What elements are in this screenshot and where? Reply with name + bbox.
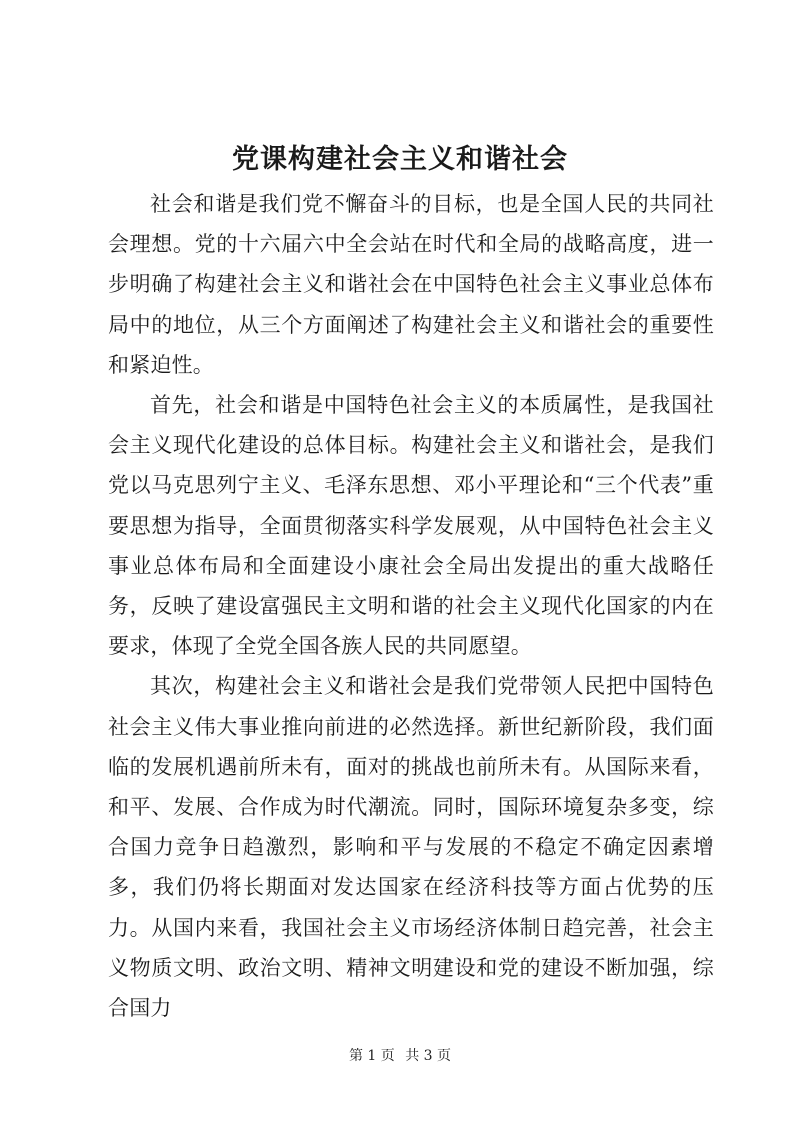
paragraph-3: 其次，构建社会主义和谐社会是我们党带领人民把中国特色社会主义伟大事业推向前进的必然选择。新世纪新阶段，我们面临的发展机遇前所未有，面对的挑战也前所未有。从国际来看，和平、发展、合作成为时代潮流。同时，国际环境复杂多变，综合国力竞争日趋激烈，影响和平与发展的不稳定不确定因素增多，我们仍将长期面对发达国家在经济科技等方面占优势的压力。从国内来看，我国社会主义市场经济体制日趋完善，社会主义物质文明、政治文明、精神文明建设和党的建设不断加强，综合国力 <box>108 674 714 1021</box>
page-footer <box>0 1046 800 1066</box>
paragraph-2: 首先，社会和谐是中国特色社会主义的本质属性，是我国社会主义现代化建设的总体目标。构建社会主义和谐社会，是我们党以马克思列宁主义、毛泽东思想、邓小平理论和“三个代表”重要思想为指导，全面贯彻落实科学发展观，从中国特色社会主义事业总体布局和全面建设小康社会全局出发提出的重大战略任务，反映了建设富强民主文明和谐的社会主义现代化国家的内在要求，体现了全党全国各族人民的共同愿望。 <box>108 393 714 659</box>
document-body <box>108 184 714 1028</box>
paragraph-1: 社会和谐是我们党不懈奋斗的目标，也是全国人民的共同社会理想。党的十六届六中全会站在时代和全局的战略高度，进一步明确了构建社会主义和谐社会在中国特色社会主义事业总体布局中的地位，从三个方面阐述了构建社会主义和谐社会的重要性和紧迫性。 <box>108 192 714 377</box>
document-title: 党课构建社会主义和谐社会 <box>232 144 568 175</box>
page-number: 第 1 页 <box>348 1048 395 1064</box>
page-total: 共 3 页 <box>405 1048 452 1064</box>
